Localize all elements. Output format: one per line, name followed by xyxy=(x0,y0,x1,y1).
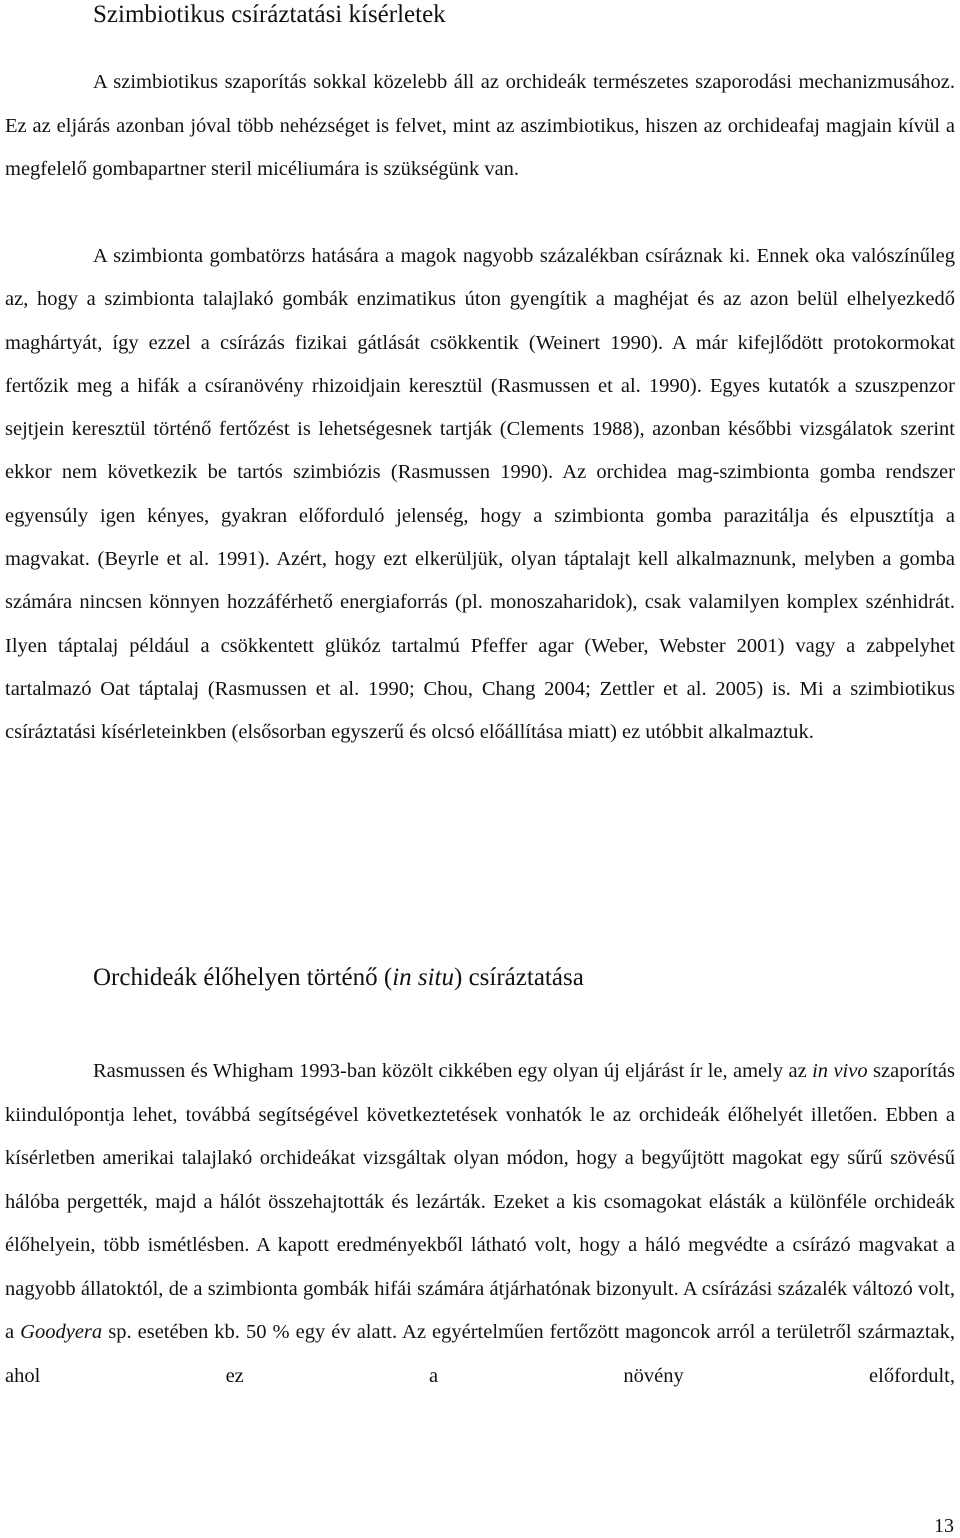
heading-text-part: Orchideák élőhelyen történő ( xyxy=(93,964,393,991)
paragraph-in-situ xyxy=(5,1050,955,1398)
section-heading-in-situ xyxy=(93,963,584,993)
section-heading-symbiotic: Szimbiotikus csíráztatási kísérletek xyxy=(93,1,446,28)
paragraph-text-part: Rasmussen és Whigham 1993-ban közölt cikkében egy olyan új eljárást ír le, amely az xyxy=(93,1060,813,1082)
italic-term-in-vivo: in vivo xyxy=(812,1060,868,1082)
paragraph-symbiotic-intro: A szimbiotikus szaporítás sokkal közelebb áll az orchideák természetes szaporodási mechanizmusához. Ez az eljárás azonban jóval több nehézséget is felvet, mint az aszimbiotikus, hiszen az orchideafaj magjain kívül a megfelelő gombapartner steril micéliumára is szükségünk van. xyxy=(5,71,955,180)
paragraph-symbiotic-details: A szimbionta gombatörzs hatására a magok nagyobb százalékban csíráznak ki. Ennek oka valószínűleg az, hogy a szimbionta talajlakó gombák enzimatikus úton gyengítik a maghéjat és az azon belül elhelyezkedő maghártyát, így ezzel a csírázás fizikai gátlását csökkentik (Weinert 1990). A már kifejlődött protokormokat fertőzik meg a hifák a csíranövény rhizoidjain keresztül (Rasmussen et al. 1990). Egyes kutatók a szuszpenzor sejtjein keresztül történő fertőzést is lehetségesnek tartják (Clements 1988), azonban későbbi vizsgálatok szerint ekkor nem következik be tartós szimbiózis (Rasmussen 1990). Az orchidea mag-szimbionta gomba rendszer egyensúly igen kényes, gyakran előforduló jelenség, hogy a szimbionta gomba parazitálja és elpusztítja a magvakat. (Beyrle et al. 1991). Azért, hogy ezt elkerüljük, olyan táptalajt kell alkalmaznunk, melyben a gomba számára nincsen könnyen hozzáférhető energiaforrás (pl. monoszaharidok), csak valamilyen komplex szénhidrát. Ilyen táptalaj például a csökkentett glükóz tartalmú Pfeffer agar (Weber, Webster 2001) vagy a zabpelyhet tartalmazó Oat táptalaj (Rasmussen et al. 1990; Chou, Chang 2004; Zettler et al. 2005) is. Mi a szimbiotikus csíráztatási kísérleteinkben (elsősorban egyszerű és olcsó előállítása miatt) ez utóbbit alkalmaztuk. xyxy=(5,245,955,744)
page-number: 13 xyxy=(934,1515,954,1537)
paragraph-text-part: sp. esetében kb. 50 % egy év alatt. Az egyértelműen fertőzött magoncok arról a területről származtak, ahol ez a növény előfordult, xyxy=(5,1321,955,1387)
italic-genus-goodyera: Goodyera xyxy=(20,1321,103,1343)
heading-italic-term: in situ xyxy=(392,964,455,991)
paragraph-text-part: szaporítás kiindulópontja lehet, továbbá segítségével következtetések vonhatók le az orchideák élőhelyét illetően. Ebben a kísérletben amerikai talajlakó orchideákat vizsgáltak olyan módon, hogy a begyűjtött magokat egy sűrű szövésű hálóba pergették, majd a hálót összehajtották és lezárták. Ezeket a kis csomagokat elásták a különféle orchideák élőhelyein, több ismétlésben. A kapott eredményekből látható volt, hogy a háló megvédte a csírázó magvakat a nagyobb állatoktól, de a szimbionta gombák hifái számára átjárhatónak bizonyult. A csírázási százalék változó volt, a xyxy=(5,1060,955,1343)
heading-text-part: ) csíráztatása xyxy=(454,964,584,991)
